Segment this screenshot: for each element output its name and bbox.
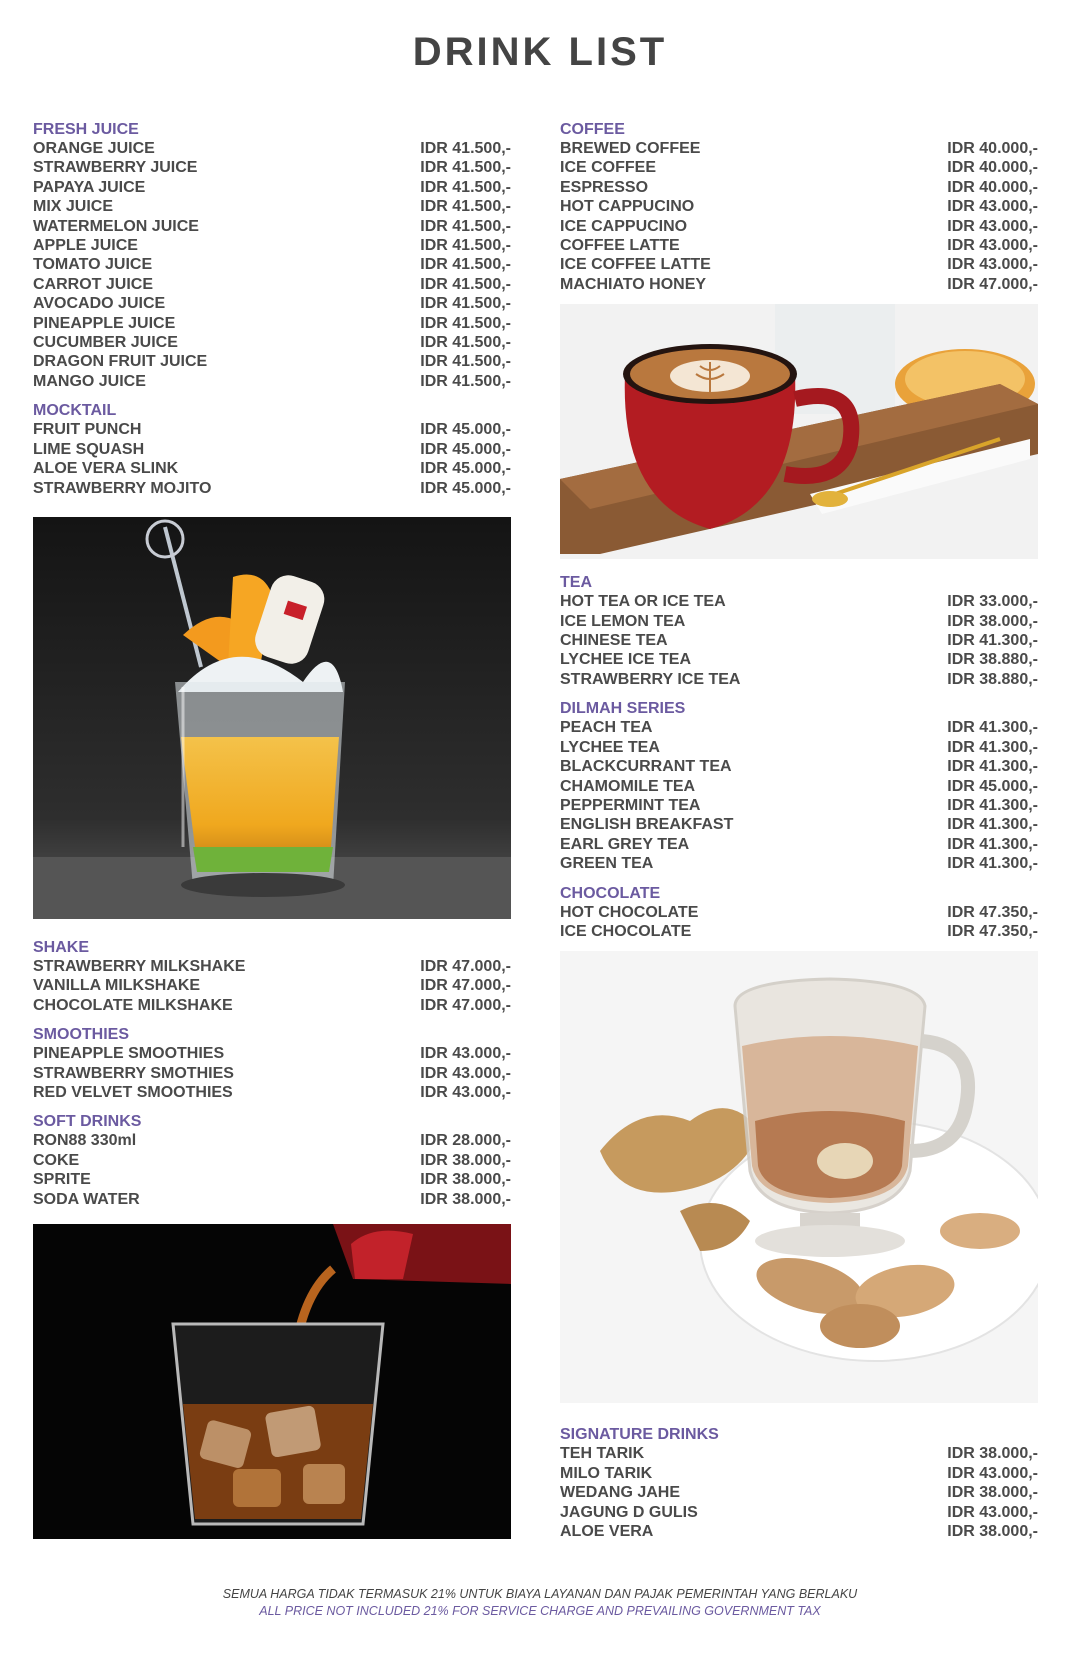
item-name: VANILLA MILKSHAKE (33, 977, 201, 995)
item-price: IDR 41.500,- (420, 334, 511, 352)
section-shake (33, 938, 511, 1015)
item-name: ICE COFFEE LATTE (560, 256, 711, 274)
item-name: ICE CHOCOLATE (560, 922, 692, 940)
item-price: IDR 41.300,- (947, 835, 1038, 853)
section-title: SHAKE (33, 938, 90, 956)
item-name: PINEAPPLE SMOOTHIES (33, 1045, 225, 1063)
section-title: MOCKTAIL (33, 402, 117, 420)
section-title: DILMAH SERIES (560, 700, 686, 718)
menu-item (560, 835, 1038, 854)
menu-item (33, 178, 511, 197)
item-price: IDR 43.000,- (947, 237, 1038, 255)
menu-item (33, 1064, 511, 1083)
item-price: IDR 41.500,- (420, 353, 511, 371)
menu-item (33, 255, 511, 274)
item-name: PEACH TEA (560, 719, 653, 737)
menu-item (33, 314, 511, 333)
item-price: IDR 45.000,- (420, 440, 511, 458)
item-name: ALOE VERA (560, 1522, 654, 1540)
menu-item (560, 1483, 1038, 1502)
menu-item (33, 294, 511, 313)
section-title: COFFEE (560, 121, 625, 138)
section-title: FRESH JUICE (33, 121, 139, 138)
menu-item (33, 1044, 511, 1063)
item-price: IDR 45.000,- (947, 777, 1038, 795)
menu-item (33, 1190, 511, 1209)
menu-item (33, 139, 511, 158)
item-price: IDR 38.000,- (420, 1171, 511, 1189)
item-name: MANGO JUICE (33, 372, 146, 390)
menu-item (560, 1522, 1038, 1541)
item-price: IDR 41.300,- (947, 855, 1038, 873)
menu-item (33, 1151, 511, 1170)
item-name: SPRITE (33, 1171, 91, 1189)
menu-item (33, 459, 511, 478)
item-price: IDR 41.500,- (420, 237, 511, 255)
item-price: IDR 47.000,- (420, 957, 511, 975)
item-price: IDR 43.000,- (420, 1083, 511, 1101)
left-column (33, 120, 511, 1539)
footer-note-en: ALL PRICE NOT INCLUDED 21% FOR SERVICE CHARGE AND PREVAILING GOVERNMENT TAX (259, 1604, 821, 1618)
menu-item (33, 1131, 511, 1150)
item-name: MILO TARIK (560, 1464, 653, 1482)
item-price: IDR 47.000,- (947, 275, 1038, 293)
menu-item (33, 440, 511, 459)
section-smoothies (33, 1025, 511, 1102)
menu-item (33, 976, 511, 995)
section-signature (560, 1425, 1038, 1541)
item-price: IDR 45.000,- (420, 421, 511, 439)
section-tea (560, 573, 1038, 689)
item-name: COFFEE LATTE (560, 237, 680, 255)
item-name: ICE COFFEE (560, 159, 657, 177)
section-title: SMOOTHIES (33, 1026, 130, 1044)
item-price: IDR 43.000,- (947, 198, 1038, 216)
menu-item (560, 1464, 1038, 1483)
menu-item (560, 217, 1038, 236)
item-name: AVOCADO JUICE (33, 295, 166, 313)
item-price: IDR 43.000,- (420, 1045, 511, 1063)
ginger-tea-photo (560, 951, 1038, 1403)
item-name: RON88 330ml (33, 1132, 137, 1150)
soft-drink-photo (33, 1224, 511, 1539)
section-soft-drinks (33, 1112, 511, 1209)
item-name: LYCHEE TEA (560, 738, 660, 756)
section-mocktail (33, 401, 511, 498)
footer-note-id: SEMUA HARGA TIDAK TERMASUK 21% UNTUK BIAYA LAYANAN DAN PAJAK PEMERINTAH YANG BERLAKU (222, 1587, 858, 1601)
item-name: CARROT JUICE (33, 275, 154, 293)
item-price: IDR 38.000,- (947, 612, 1038, 630)
menu-item (560, 255, 1038, 274)
item-name: CUCUMBER JUICE (33, 334, 178, 352)
item-price: IDR 47.350,- (947, 903, 1038, 921)
item-name: APPLE JUICE (33, 237, 138, 255)
menu-item (560, 738, 1038, 757)
item-price: IDR 38.000,- (947, 1445, 1038, 1463)
item-price: IDR 33.000,- (947, 593, 1038, 611)
section-chocolate (560, 884, 1038, 942)
menu-item (33, 197, 511, 216)
menu-item (560, 236, 1038, 255)
item-price: IDR 38.000,- (947, 1484, 1038, 1502)
item-name: CHINESE TEA (560, 632, 668, 650)
item-price: IDR 43.000,- (947, 256, 1038, 274)
menu-item (560, 178, 1038, 197)
item-price: IDR 40.000,- (947, 178, 1038, 196)
menu-item (560, 650, 1038, 669)
item-name: JAGUNG D GULIS (560, 1503, 698, 1521)
menu-item (33, 236, 511, 255)
menu-item (33, 275, 511, 294)
item-price: IDR 41.500,- (420, 256, 511, 274)
item-price: IDR 40.000,- (947, 140, 1038, 157)
section-fresh-juice (33, 120, 511, 391)
item-name: TEH TARIK (560, 1445, 645, 1463)
item-name: PEPPERMINT TEA (560, 796, 701, 814)
item-name: ESPRESSO (560, 178, 649, 196)
menu-item (33, 996, 511, 1015)
item-price: IDR 41.300,- (947, 816, 1038, 834)
menu-item (560, 1444, 1038, 1463)
item-price: IDR 28.000,- (420, 1132, 511, 1150)
item-price: IDR 43.000,- (947, 217, 1038, 235)
item-price: IDR 41.300,- (947, 758, 1038, 776)
item-name: ICE CAPPUCINO (560, 217, 688, 235)
item-name: DRAGON FRUIT JUICE (33, 353, 208, 371)
menu-item (33, 957, 511, 976)
item-name: STRAWBERRY ICE TEA (560, 670, 741, 688)
item-price: IDR 41.300,- (947, 632, 1038, 650)
menu-item (33, 158, 511, 177)
item-name: LIME SQUASH (33, 440, 145, 458)
item-price: IDR 38.000,- (420, 1151, 511, 1169)
item-price: IDR 41.500,- (420, 140, 511, 157)
menu-item (33, 372, 511, 391)
item-price: IDR 41.300,- (947, 796, 1038, 814)
menu-item (560, 670, 1038, 689)
menu-item (560, 197, 1038, 216)
item-price: IDR 41.500,- (420, 198, 511, 216)
item-price: IDR 38.880,- (947, 651, 1038, 669)
section-title: TEA (560, 574, 592, 592)
footer (0, 1586, 1080, 1620)
item-name: BLACKCURRANT TEA (560, 758, 732, 776)
menu-item (560, 275, 1038, 294)
item-name: HOT TEA OR ICE TEA (560, 593, 726, 611)
item-price: IDR 38.880,- (947, 670, 1038, 688)
item-name: ORANGE JUICE (33, 140, 155, 157)
item-price: IDR 45.000,- (420, 460, 511, 478)
item-name: MACHIATO HONEY (560, 275, 707, 293)
item-price: IDR 41.500,- (420, 372, 511, 390)
menu-item (560, 777, 1038, 796)
menu-item (33, 479, 511, 498)
item-price: IDR 43.000,- (947, 1464, 1038, 1482)
item-name: STRAWBERRY SMOTHIES (33, 1064, 234, 1082)
menu-item (560, 1503, 1038, 1522)
item-price: IDR 41.500,- (420, 159, 511, 177)
item-name: CHAMOMILE TEA (560, 777, 696, 795)
item-price: IDR 41.300,- (947, 738, 1038, 756)
item-name: ALOE VERA SLINK (33, 460, 179, 478)
section-title: SIGNATURE DRINKS (560, 1426, 719, 1444)
item-name: STRAWBERRY MILKSHAKE (33, 957, 246, 975)
item-name: GREEN TEA (560, 855, 654, 873)
menu-item (560, 796, 1038, 815)
mocktail-photo (33, 517, 511, 919)
section-dilmah (560, 699, 1038, 873)
item-name: EARL GREY TEA (560, 835, 690, 853)
section-coffee (560, 120, 1038, 294)
menu-item (33, 420, 511, 439)
item-name: RED VELVET SMOOTHIES (33, 1083, 233, 1101)
page-title: DRINK LIST (412, 30, 668, 74)
item-name: PINEAPPLE JUICE (33, 314, 176, 332)
menu-item (33, 217, 511, 236)
menu-item (560, 631, 1038, 650)
menu-item (560, 592, 1038, 611)
menu-item (560, 854, 1038, 873)
menu-item (560, 922, 1038, 941)
coffee-photo (560, 304, 1038, 559)
item-price: IDR 41.500,- (420, 314, 511, 332)
item-price: IDR 41.500,- (420, 178, 511, 196)
item-name: CHOCOLATE MILKSHAKE (33, 996, 233, 1014)
item-name: HOT CHOCOLATE (560, 903, 699, 921)
right-column (560, 120, 1038, 1551)
section-title: CHOCOLATE (560, 884, 661, 902)
item-name: BREWED COFFEE (560, 140, 701, 157)
section-title: SOFT DRINKS (33, 1113, 142, 1131)
item-name: ICE LEMON TEA (560, 612, 686, 630)
item-name: FRUIT PUNCH (33, 421, 142, 439)
item-price: IDR 41.300,- (947, 719, 1038, 737)
menu-item (560, 612, 1038, 631)
item-name: SODA WATER (33, 1190, 140, 1208)
menu-item (560, 139, 1038, 158)
item-name: STRAWBERRY JUICE (33, 159, 198, 177)
menu-item (33, 1170, 511, 1189)
menu-item (33, 1083, 511, 1102)
item-name: LYCHEE ICE TEA (560, 651, 691, 669)
item-price: IDR 40.000,- (947, 159, 1038, 177)
item-name: WATERMELON JUICE (33, 217, 199, 235)
item-name: TOMATO JUICE (33, 256, 153, 274)
item-name: COKE (33, 1151, 80, 1169)
menu-item (560, 757, 1038, 776)
menu-item (560, 158, 1038, 177)
menu-item (560, 903, 1038, 922)
item-price: IDR 38.000,- (420, 1190, 511, 1208)
item-name: STRAWBERRY MOJITO (33, 479, 212, 497)
item-price: IDR 45.000,- (420, 479, 511, 497)
item-price: IDR 41.500,- (420, 295, 511, 313)
item-price: IDR 47.350,- (947, 922, 1038, 940)
item-price: IDR 38.000,- (947, 1522, 1038, 1540)
menu-item (33, 333, 511, 352)
item-price: IDR 41.500,- (420, 275, 511, 293)
item-price: IDR 47.000,- (420, 977, 511, 995)
item-name: PAPAYA JUICE (33, 178, 146, 196)
item-name: ENGLISH BREAKFAST (560, 816, 734, 834)
menu-item (33, 352, 511, 371)
item-price: IDR 41.500,- (420, 217, 511, 235)
item-price: IDR 47.000,- (420, 996, 511, 1014)
item-name: WEDANG JAHE (560, 1484, 681, 1502)
menu-item (560, 815, 1038, 834)
item-name: MIX JUICE (33, 198, 114, 216)
item-name: HOT CAPPUCINO (560, 198, 695, 216)
item-price: IDR 43.000,- (420, 1064, 511, 1082)
item-price: IDR 43.000,- (947, 1503, 1038, 1521)
menu-item (560, 718, 1038, 737)
